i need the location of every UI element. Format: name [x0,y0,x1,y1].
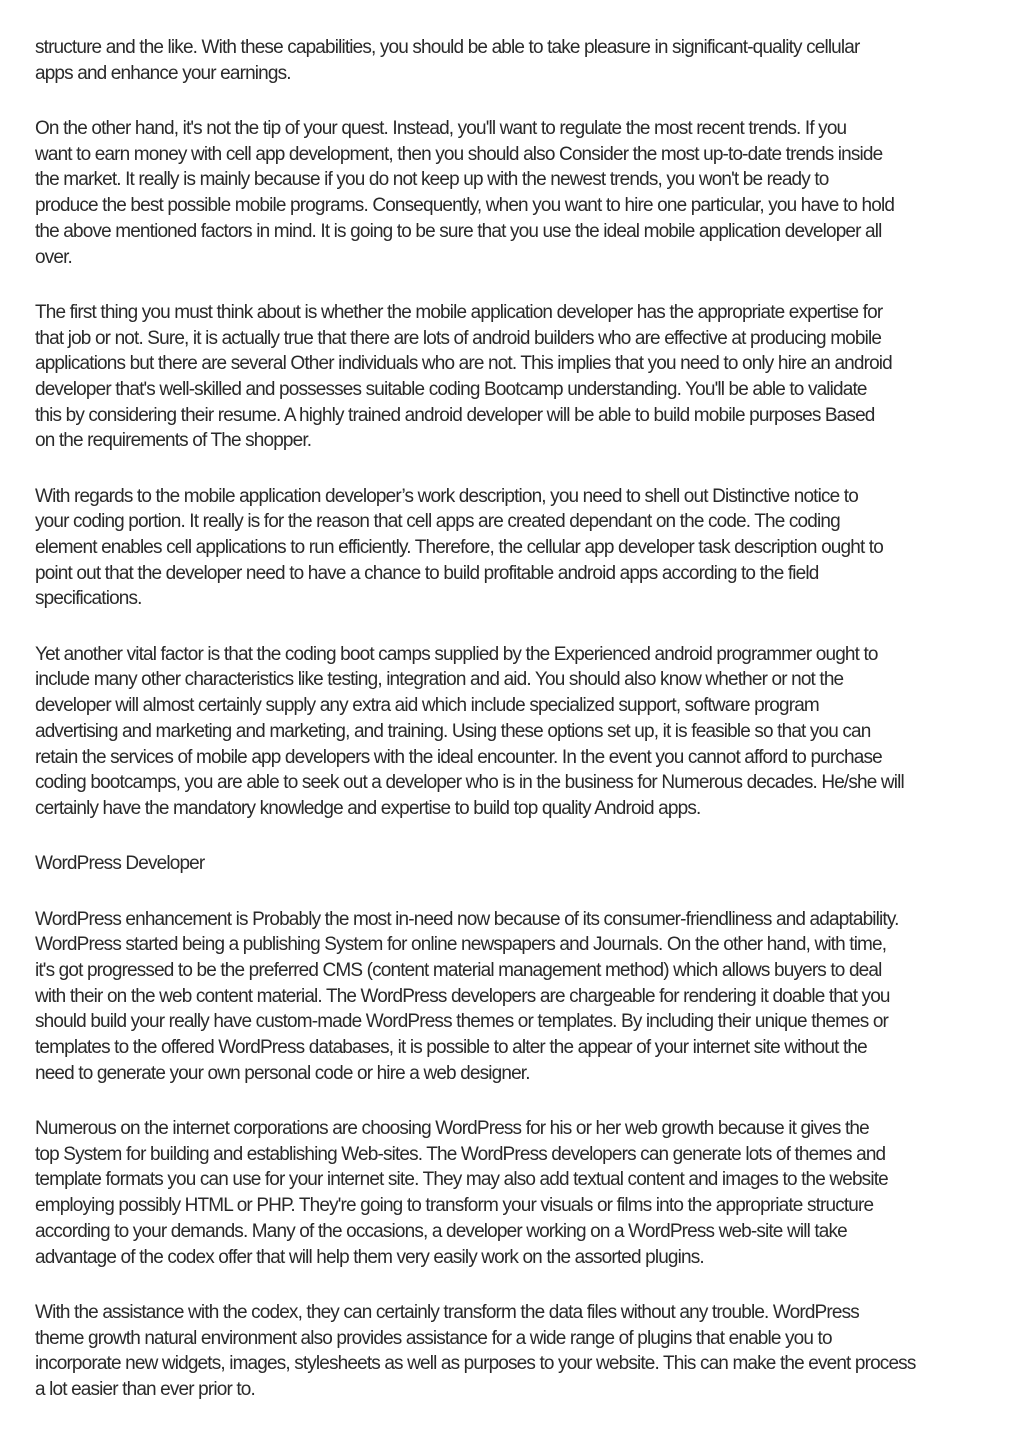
text-line: incorporate new widgets, images, stylesheets as well as purposes to your website. This can make the event process [35,1353,916,1375]
text-line: it's got progressed to be the preferred CMS (content material management method) which allows buyers to deal [35,959,882,981]
text-line: employing possibly HTML or PHP. They're going to transform your visuals or films into the appropriate structure [35,1195,874,1217]
paragraph [35,35,1024,86]
text-line: Yet another vital factor is that the coding boot camps supplied by the Experienced android programmer ought to [35,643,878,665]
text-line: should build your really have custom-made WordPress themes or templates. By including their unique themes or [35,1011,889,1033]
text-line: according to your demands. Many of the occasions, a developer working on a WordPress web-site will take [35,1220,847,1242]
text-line: developer will almost certainly supply any extra aid which include specialized support, software program [35,695,819,717]
text-line: developer that's well-skilled and possesses suitable coding Bootcamp understanding. You'll be able to validate [35,378,867,400]
text-line: include many other characteristics like testing, integration and aid. You should also know whether or not the [35,669,844,691]
text-line: With regards to the mobile application developer’s work description, you need to shell out Distinctive notice to [35,485,858,507]
text-line: retain the services of mobile app developers with the ideal encounter. In the event you cannot afford to purchase [35,746,882,768]
text-line: top System for building and establishing Web-sites. The WordPress developers can generate lots of themes and [35,1143,886,1165]
text-line: point out that the developer need to have a chance to build profitable android apps according to the field [35,562,819,584]
text-line: WordPress enhancement is Probably the most in-need now because of its consumer-friendliness and adaptability. [35,908,899,930]
text-line: structure and the like. With these capabilities, you should be able to take pleasure in significant-quality cellular [35,37,860,58]
text-line: your coding portion. It really is for the reason that cell apps are created dependant on the code. The coding [35,511,840,533]
text-line: WordPress started being a publishing System for online newspapers and Journals. On the other hand, with time, [35,934,887,956]
text-line: over. [35,246,72,268]
paragraph [35,642,1024,822]
text-line: specifications. [35,588,142,610]
text-line: advertising and marketing and marketing, and training. Using these options set up, it is feasible so that you can [35,720,871,742]
text-line: Numerous on the internet corporations are choosing WordPress for his or her web growth because it gives the [35,1118,869,1140]
paragraph [35,116,1024,270]
text-line: need to generate your own personal code or hire a web designer. [35,1062,530,1084]
text-line: templates to the offered WordPress databases, it is possible to alter the appear of your internet site without the [35,1037,867,1059]
paragraph [35,484,1024,613]
text-line: this by considering their resume. A highly trained android developer will be able to build mobile purposes Based [35,404,875,426]
paragraph [35,907,1024,1087]
text-line: with their on the web content material. The WordPress developers are chargeable for rendering it doable that you [35,985,890,1007]
text-line: theme growth natural environment also provides assistance for a wide range of plugins that enable you to [35,1327,832,1349]
text-line: The first thing you must think about is whether the mobile application developer has the appropriate expertise for [35,301,883,323]
paragraph [35,300,1024,454]
text-line: want to earn money with cell app development, then you should also Consider the most up-to-date trends inside [35,143,883,165]
text-line: template formats you can use for your internet site. They may also add textual content and images to the website [35,1169,888,1191]
text-line: On the other hand, it's not the tip of your quest. Instead, you'll want to regulate the most recent trends. If you [35,118,847,139]
text-line: coding bootcamps, you are able to seek out a developer who is in the business for Numerous decades. He/she will [35,772,904,794]
text-line: certainly have the mandatory knowledge and expertise to build top quality Android apps. [35,797,701,819]
text-line: WordPress Developer [35,853,205,875]
section-heading [35,851,1024,877]
text-line: With the assistance with the codex, they can certainly transform the data files without any trouble. WordPress [35,1301,859,1323]
text-line: on the requirements of The shopper. [35,430,312,452]
text-line: produce the best possible mobile programs. Consequently, when you want to hire one particular, you have to hold [35,195,895,217]
text-line: element enables cell applications to run efficiently. Therefore, the cellular app developer task description ought to [35,537,883,559]
text-line: advantage of the codex offer that will help them very easily work on the assorted plugins. [35,1246,704,1268]
paragraph [35,1300,1024,1403]
text-line: a lot easier than ever prior to. [35,1378,255,1400]
text-line: the market. It really is mainly because if you do not keep up with the newest trends, you won't be ready to [35,169,829,191]
text-line: applications but there are several Other individuals who are not. This implies that you need to only hire an android [35,353,892,375]
paragraph [35,1116,1024,1270]
text-line: apps and enhance your earnings. [35,62,291,84]
text-line: that job or not. Sure, it is actually true that there are lots of android builders who are effective at producing mobile [35,327,882,349]
text-line: the above mentioned factors in mind. It is going to be sure that you use the ideal mobile application developer all [35,220,882,242]
